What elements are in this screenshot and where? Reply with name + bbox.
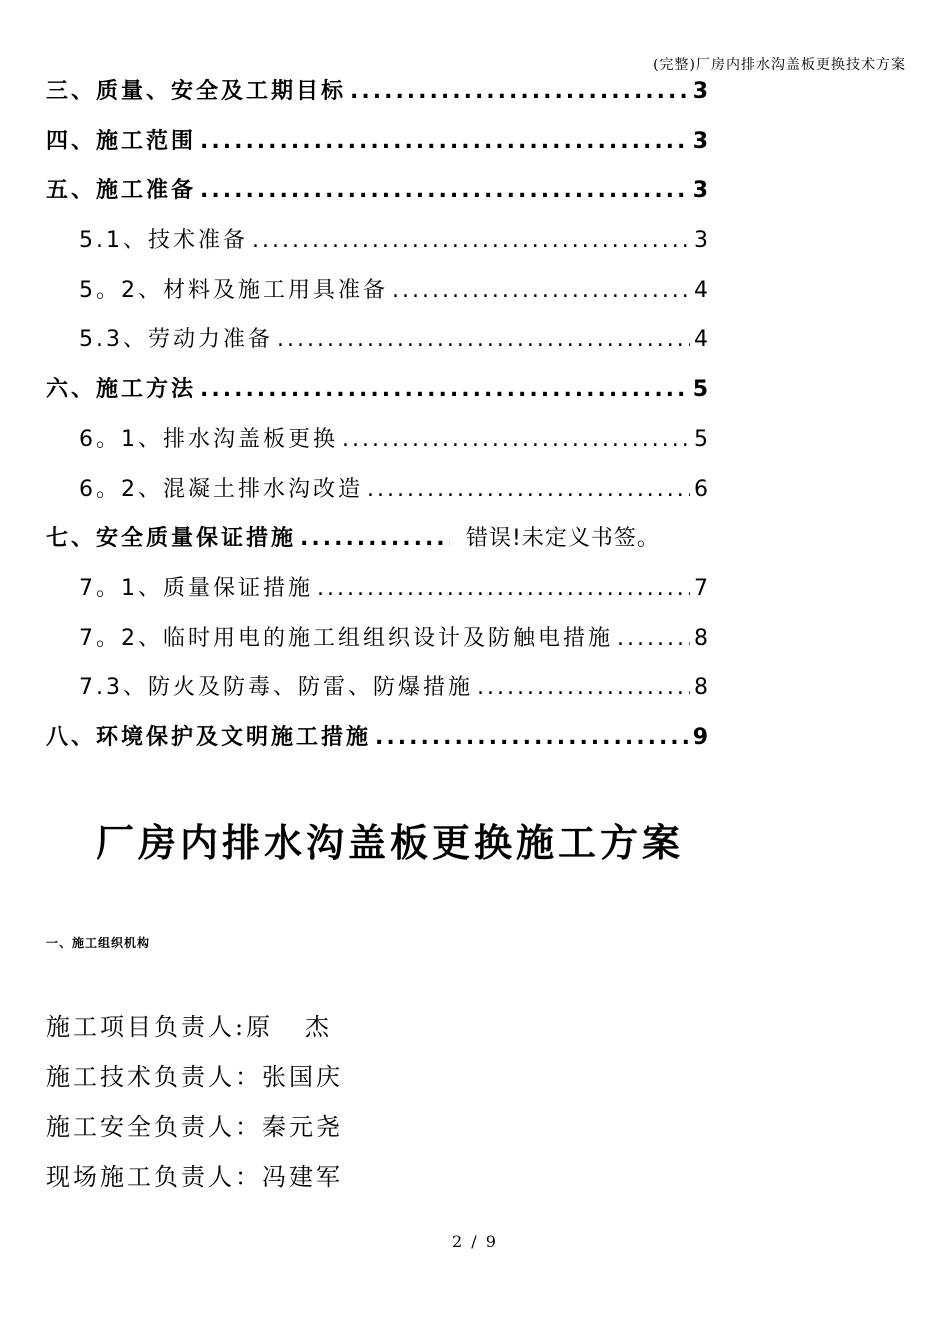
toc-entry-page: 9 [692, 724, 708, 750]
toc-entry-page-error: 错误!未定义书签。 [466, 526, 660, 552]
toc-entry-page: 4 [694, 277, 708, 303]
toc-entry-page: 8 [694, 675, 708, 701]
toc-subentry[interactable] [46, 320, 708, 370]
staff-line: 施工项目负责人:原 杰 [46, 1013, 332, 1041]
toc-entry-title: 7。2、临时用电的施工组组织设计及防触电措施 [79, 625, 613, 651]
toc-entry-page: 5 [692, 377, 708, 403]
table-of-contents [46, 72, 708, 768]
toc-entry-page: 4 [694, 327, 708, 353]
staff-line: 施工技术负责人：张国庆 [46, 1063, 343, 1091]
toc-entry-title: 6。1、排水沟盖板更换 [79, 426, 338, 452]
toc-leader-dots [392, 271, 690, 311]
page-indicator: 2 / 9 [452, 1232, 498, 1251]
toc-subentry[interactable] [46, 420, 708, 470]
toc-entry-title: 7。1、质量保证措施 [79, 575, 313, 601]
toc-subentry[interactable] [46, 470, 708, 520]
toc-entry-title: 5.3、劳动力准备 [79, 327, 273, 353]
toc-entry-title: 四、施工范围 [46, 128, 197, 154]
toc-entry-page: 6 [694, 476, 708, 502]
toc-entry-title: 5.1、技术准备 [79, 228, 248, 254]
section-heading: 一、施工组织机构 [46, 936, 151, 950]
running-header: (完整)厂房内排水沟盖板更换技术方案 [653, 57, 906, 73]
staff-line: 现场施工负责人：冯建军 [46, 1163, 343, 1191]
toc-leader-dots [300, 519, 450, 559]
toc-entry-page: 3 [694, 228, 708, 254]
toc-entry-title: 7.3、防火及防毒、防雷、防爆措施 [79, 675, 473, 701]
toc-leader-dots [367, 470, 690, 510]
toc-entry-title: 三、质量、安全及工期目标 [46, 79, 347, 104]
toc-subentry[interactable] [46, 619, 708, 669]
toc-entry-title: 五、施工准备 [46, 178, 197, 204]
toc-entry-title: 六、施工方法 [46, 377, 197, 403]
toc-entry[interactable] [46, 718, 708, 768]
toc-subentry[interactable] [46, 271, 708, 321]
toc-leader-dots [477, 668, 690, 708]
toc-subentry[interactable] [46, 668, 708, 718]
staff-list [46, 1005, 343, 1205]
toc-entry-page: 5 [694, 426, 708, 452]
toc-leader-dots [252, 221, 690, 261]
toc-leader-dots [200, 370, 689, 410]
toc-entry-title: 5。2、材料及施工用具准备 [79, 277, 388, 303]
toc-entry[interactable] [46, 519, 708, 569]
toc-subentry[interactable] [46, 221, 708, 271]
document-title: 厂房内排水沟盖板更换施工方案 [95, 821, 684, 865]
toc-entry-page: 3 [692, 79, 708, 104]
toc-entry-page: 3 [692, 128, 708, 154]
toc-entry-title: 七、安全质量保证措施 [46, 526, 297, 552]
toc-entry[interactable] [46, 122, 708, 172]
toc-leader-dots [277, 320, 690, 360]
toc-subentry[interactable] [46, 569, 708, 619]
toc-leader-dots [342, 420, 690, 460]
toc-entry[interactable] [46, 171, 708, 221]
toc-entry[interactable] [46, 72, 708, 122]
toc-leader-dots [200, 122, 689, 162]
toc-leader-dots [200, 171, 689, 211]
toc-entry-title: 6。2、混凝土排水沟改造 [79, 476, 363, 502]
toc-leader-dots [375, 718, 689, 758]
toc-entry-page: 8 [694, 625, 708, 651]
toc-leader-dots [350, 72, 689, 112]
toc-leader-dots [317, 569, 690, 609]
toc-entry[interactable] [46, 370, 708, 420]
toc-entry-title: 八、环境保护及文明施工措施 [46, 724, 372, 750]
toc-leader-dots [617, 619, 690, 659]
toc-entry-page: 7 [694, 575, 708, 601]
staff-line: 施工安全负责人：秦元尧 [46, 1113, 343, 1141]
toc-entry-page: 3 [692, 178, 708, 204]
